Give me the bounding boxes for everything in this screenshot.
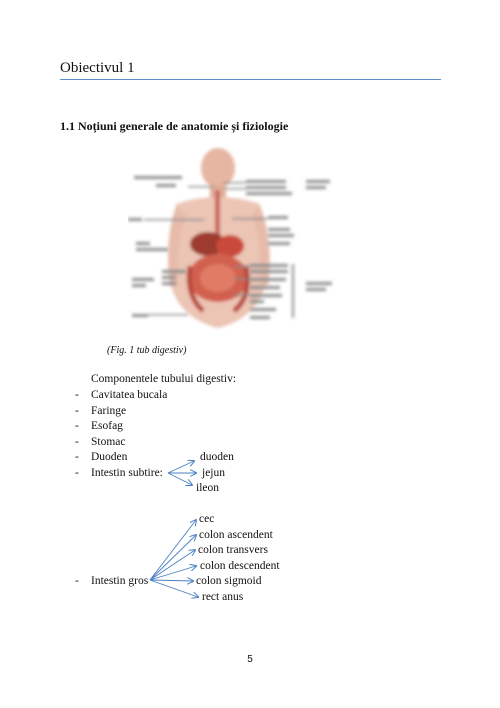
digestive-tract-figure: [128, 146, 340, 336]
arrow-to-cec: [150, 520, 196, 580]
list-item-cavitatea-bucala: Cavitatea bucala: [91, 389, 168, 401]
gros-part-colon-descendent: colon descendent: [200, 560, 280, 572]
components-intro: Componentele tubului digestiv:: [91, 373, 237, 385]
bullet-dash: -: [75, 575, 79, 587]
arrow-to-colon-ascendent: [150, 535, 196, 580]
duoden-part: duoden: [200, 451, 234, 463]
arrow-to-colon-transvers: [150, 550, 195, 580]
subtire-part-ileon: ileon: [196, 482, 219, 494]
chapter-title: Obiectivul 1: [60, 60, 135, 76]
bullet-dash: -: [75, 451, 79, 463]
section-heading: 1.1 Noțiuni generale de anatomie și fiziologie: [60, 119, 289, 133]
gros-part-colon-sigmoid: colon sigmoid: [196, 575, 262, 587]
page-number: 5: [247, 654, 253, 665]
list-item-intestin-subtire: Intestin subtire:: [91, 467, 163, 479]
list-item-duoden: Duoden: [91, 451, 128, 463]
bullet-dash: -: [75, 389, 79, 401]
arrow-to-duoden: [168, 461, 194, 473]
bullet-dash: -: [75, 405, 79, 417]
subtire-part-jejun: jejun: [202, 467, 225, 479]
bullet-dash: -: [75, 436, 79, 448]
gros-part-rect-anus: rect anus: [202, 591, 244, 603]
list-item-esofag: Esofag: [91, 420, 123, 432]
list-item-faringe: Faringe: [91, 405, 127, 417]
header-divider: [60, 79, 441, 80]
gros-part-cec: cec: [199, 513, 215, 525]
list-item-stomac: Stomac: [91, 436, 126, 448]
arrow-to-rect-anus: [150, 580, 198, 597]
arrow-to-colon-sigmoid: [150, 580, 193, 581]
bullet-dash: -: [75, 420, 79, 432]
gros-part-colon-transvers: colon transvers: [198, 544, 268, 556]
arrow-to-colon-descendent: [150, 566, 196, 580]
bullet-dash: -: [75, 467, 79, 479]
list-item-intestin-gros: Intestin gros: [91, 575, 149, 587]
figure-caption: (Fig. 1 tub digestiv): [107, 345, 187, 356]
gros-part-colon-ascendent: colon ascendent: [199, 529, 273, 541]
arrow-to-ileon: [168, 473, 192, 485]
